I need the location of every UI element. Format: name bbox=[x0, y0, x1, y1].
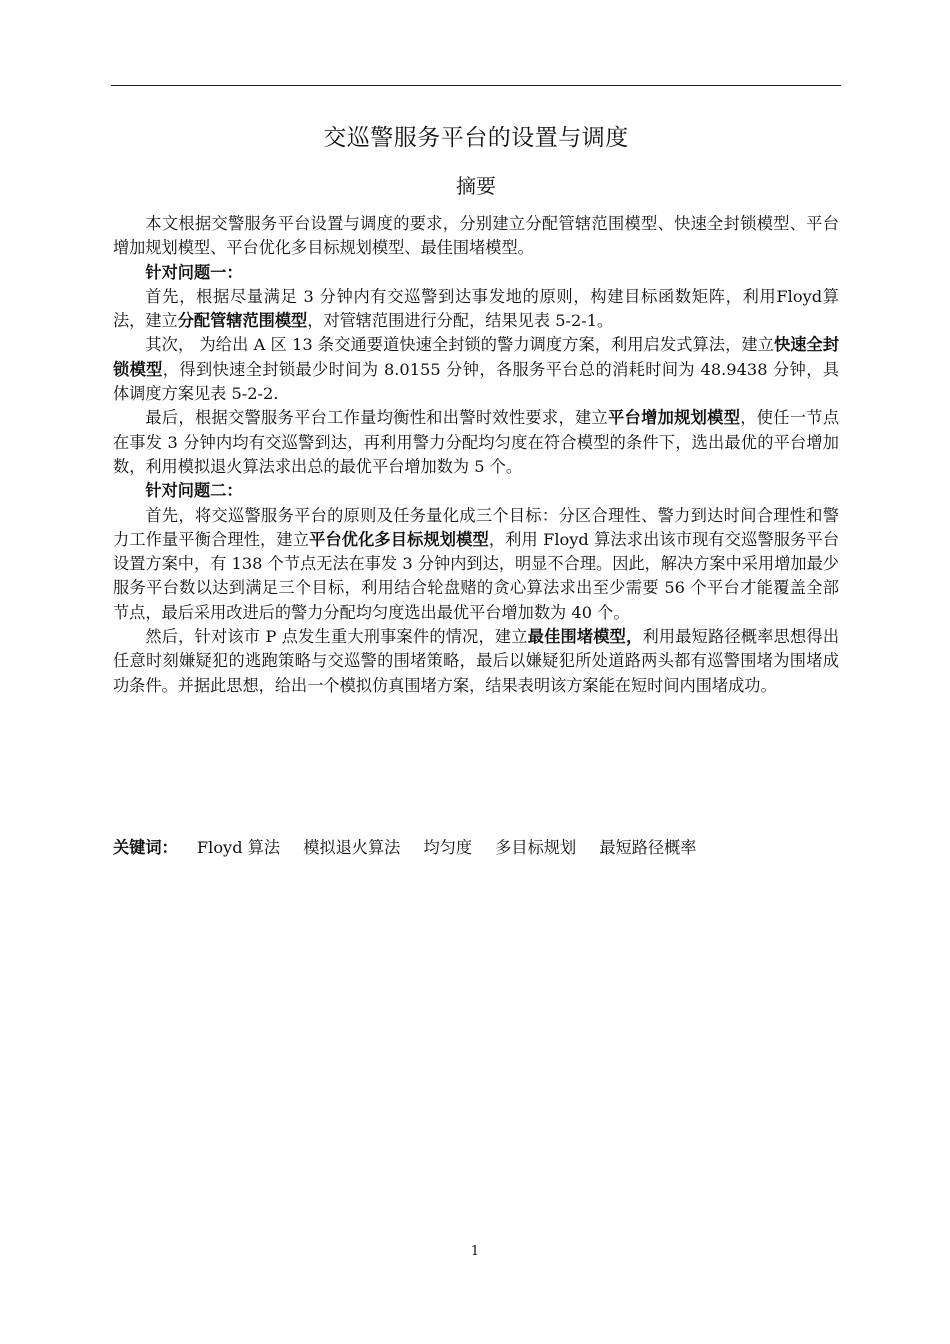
problem-two-heading: 针对问题二： bbox=[145, 481, 243, 501]
paper-title: 交巡警服务平台的设置与调度 bbox=[323, 125, 629, 151]
problem-one-paragraph-1 bbox=[113, 285, 839, 334]
model-name: 分配管辖范围模型 bbox=[177, 311, 308, 331]
model-name: 平台增加规划模型 bbox=[608, 408, 741, 428]
abstract-heading: 摘要 bbox=[456, 174, 496, 198]
text-span: ，使任一节点在事发 3 分钟内均有交巡警到达，再利用警力分配均匀度在符合模型的条件下，选出最优的平台增加数，利用模拟退火算法求出总的最优平台增加数为 5 个。 bbox=[113, 408, 840, 476]
text-span: 然后，针对该市 P 点发生重大刑事案件的情况，建立 bbox=[145, 627, 528, 647]
keyword: Floyd 算法 bbox=[196, 838, 281, 857]
text-span: ，对管辖范围进行分配，结果见表 5-2-1。 bbox=[307, 311, 614, 331]
model-name: 最佳围堵模型， bbox=[527, 627, 643, 647]
header-rule bbox=[111, 85, 841, 86]
keyword: 模拟退火算法 bbox=[303, 838, 401, 857]
keywords-line bbox=[113, 835, 714, 861]
text-span: ，得到快速全封锁最少时间为 8.0155 分钟，各服务平台总的消耗时间为 48.9438 分钟，具体调度方案见表 5-2-2. bbox=[113, 359, 840, 404]
text-span: ，利用 Floyd 算法求出该市现有交巡警服务平台设置方案中，有 138 个节点无法在事发 3 分钟内到达，明显不合理。因此，解决方案中采用增加最少服务平台数以达到满足三个目标，利用结合轮盘赌的贪心算法求出至少需要 56 个平台才能覆盖全部节点，最后采用改进后的警力分配均匀度选出最优平台增加数为 40 个。 bbox=[113, 529, 840, 622]
keyword: 均匀度 bbox=[423, 838, 473, 857]
problem-two-paragraph-2 bbox=[113, 625, 839, 698]
problem-one-paragraph-2 bbox=[113, 333, 839, 406]
intro-paragraph: 本文根据交警服务平台设置与调度的要求，分别建立分配管辖范围模型、快速全封锁模型、平台增加规划模型、平台优化多目标规划模型、最佳围堵模型。 bbox=[113, 214, 839, 258]
keyword: 多目标规划 bbox=[495, 838, 577, 857]
text-span: 首先，根据尽量满足 3 分钟内有交巡警到达事发地的原则，构建目标函数矩阵，利用Floyd算法，建立 bbox=[113, 286, 839, 331]
model-name: 快速全封锁模型 bbox=[113, 335, 840, 379]
page-number: 1 bbox=[470, 1244, 480, 1259]
abstract-page bbox=[113, 118, 839, 698]
model-name: 平台优化多目标规划模型 bbox=[309, 529, 489, 549]
keyword: 最短路径概率 bbox=[599, 838, 697, 857]
problem-one-paragraph-3 bbox=[113, 406, 839, 479]
problem-two-paragraph-1 bbox=[113, 504, 839, 625]
problem-one-heading: 针对问题一： bbox=[145, 262, 243, 282]
keywords-label: 关键词： bbox=[113, 838, 178, 857]
text-span: 利用最短路径概率思想得出任意时刻嫌疑犯的逃跑策略与交巡警的围堵策略，最后以嫌疑犯所处道路两头都有巡警围堵为围堵成功条件。并据此思想，给出一个模拟仿真围堵方案，结果表明该方案能在短时间内围堵成功。 bbox=[113, 627, 840, 695]
text-span: 其次， 为给出 A 区 13 条交通要道快速全封锁的警力调度方案，利用启发式算法，建立 bbox=[145, 335, 774, 355]
text-span: 最后，根据交警服务平台工作量均衡性和出警时效性要求，建立 bbox=[145, 408, 609, 428]
text-span: 首先，将交巡警服务平台的原则及任务量化成三个目标：分区合理性、警力到达时间合理性和警力工作量平衡合理性，建立 bbox=[113, 505, 839, 549]
